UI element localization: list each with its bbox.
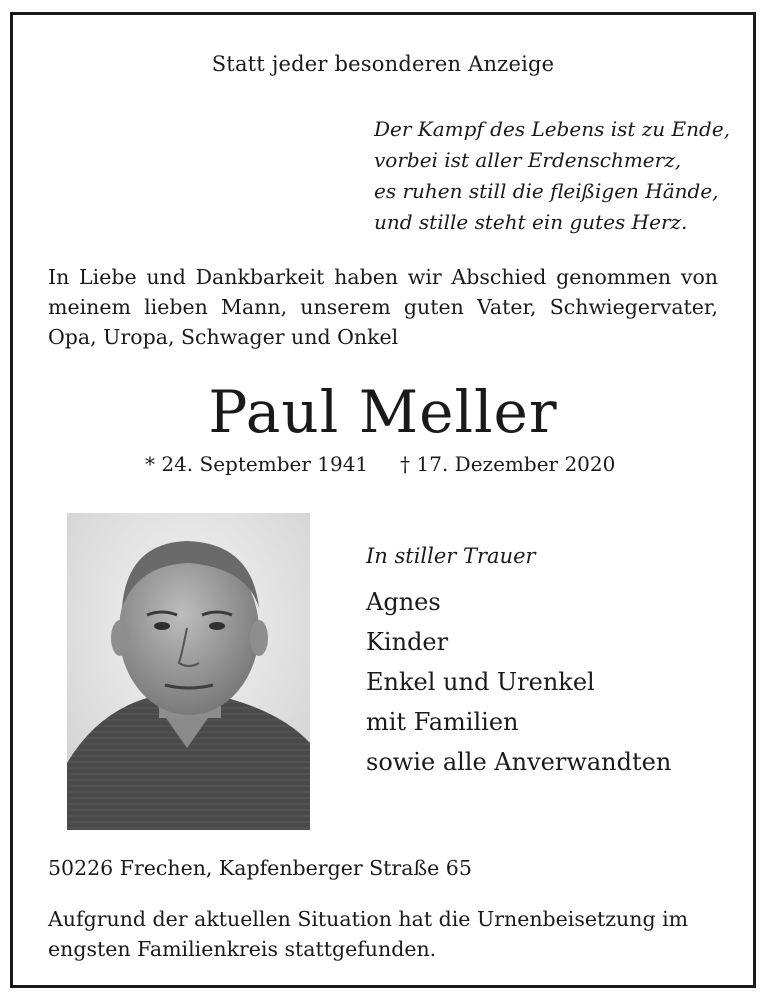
portrait-photo (67, 513, 310, 830)
birth-date: * 24. September 1941 (145, 452, 369, 476)
death-date: † 17. Dezember 2020 (400, 452, 616, 476)
mourner-name: mit Familien (366, 708, 519, 736)
intro-text (48, 262, 718, 352)
portrait-image (67, 513, 310, 830)
mourner-name: sowie alle Anverwandten (366, 748, 672, 776)
mourner-name: Kinder (366, 628, 449, 656)
poem-line: Der Kampf des Lebens ist zu Ende, (374, 117, 731, 141)
intro-line: meinem lieben Mann, unserem guten Vater, Schwiegervater, (48, 295, 718, 319)
intro-line: Opa, Uropa, Schwager und Onkel (48, 325, 399, 349)
burial-note: Aufgrund der aktuellen Situation hat die Urnenbeisetzung im engsten Familienkreis stattgefunden. (48, 907, 689, 961)
intro-line: In Liebe und Dankbarkeit haben wir Abschied genommen von (48, 265, 718, 289)
poem-line: es ruhen still die fleißigen Hände, (374, 179, 719, 203)
address: 50226 Frechen, Kapfenberger Straße 65 (48, 856, 472, 880)
deceased-name: Paul Meller (208, 378, 558, 446)
mourner-name: Enkel und Urenkel (366, 668, 595, 696)
mourner-name: Agnes (366, 588, 441, 616)
life-dates (145, 452, 615, 476)
poem-line: vorbei ist aller Erdenschmerz, (374, 148, 682, 172)
mourning-block (366, 544, 671, 782)
poem (374, 114, 730, 238)
poem-line: und stille steht ein gutes Herz. (374, 210, 688, 234)
mourning-title: In stiller Trauer (366, 544, 536, 568)
header-text: Statt jeder besonderen Anzeige (211, 52, 555, 76)
